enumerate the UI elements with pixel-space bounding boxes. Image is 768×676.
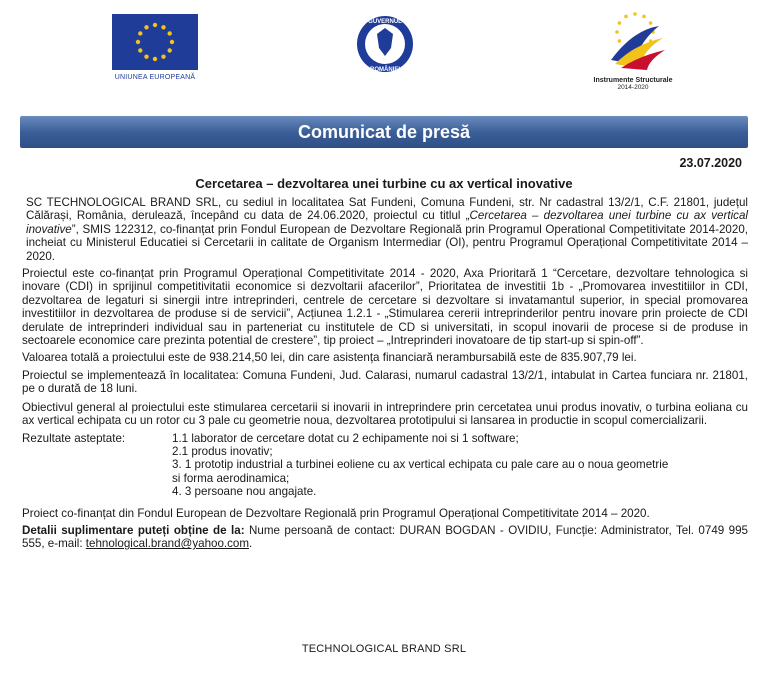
star-icon (615, 30, 619, 34)
document-body (22, 196, 748, 555)
result-item: 4. 3 persoane nou angajate. (172, 485, 317, 499)
project-title-italic: Cercetarea – dezvoltarea unei turbine cu ax vertical inovative (26, 209, 748, 236)
logos-header (0, 0, 768, 108)
star-icon (136, 40, 140, 44)
contact-text-end: . (249, 537, 253, 551)
eu-stars-icon (112, 14, 198, 70)
paragraph-objective: Obiectivul general al proiectului este stimularea cercetarii si inovarii in intreprindere prin cercetatea unui produs inovativ, o turbina eoliana cu ax vertical echipata cu un rotor cu 3 pale cu geometrie noua, dezvoltarea prototipului si lansarea in productie in scopul comercializarii. (22, 400, 748, 428)
release-date: 23.07.2020 (679, 156, 742, 170)
result-item: 1.1 laborator de cercetare dotat cu 2 echipamente noi si 1 software; (172, 431, 519, 445)
star-icon (161, 25, 165, 29)
star-icon (153, 23, 157, 27)
star-icon (618, 39, 622, 43)
results-list (172, 432, 748, 499)
star-icon (170, 40, 174, 44)
gov-text-top: GUVERNUL (368, 19, 402, 25)
instrumente-structurale-logo (578, 10, 688, 91)
press-release-banner (20, 116, 748, 148)
document-title: Cercetarea – dezvoltarea unei turbine cu ax vertical inovative (195, 176, 573, 191)
star-icon (138, 31, 142, 35)
eu-logo (112, 14, 198, 81)
paragraph-cofinanced-note: Proiect co-finanțat din Fondul European de Dezvoltare Regională prin Programul Operațional Competitivitate 2014 – 2020. (22, 506, 650, 520)
star-icon (624, 15, 628, 19)
star-icon (633, 12, 637, 16)
star-icon (168, 31, 172, 35)
star-icon (144, 55, 148, 59)
structural-instruments-icon (593, 10, 673, 70)
paragraph-intro (22, 196, 748, 263)
star-icon (618, 21, 622, 25)
romanian-government-logo (355, 14, 415, 74)
intro-text-b: ”, SMIS 122312, co-finanțat prin Fondul European de Dezvoltare Regională prin Programul Operational Competitivitate 2014-2020, incheiat cu Ministerul Educatiei si Cercetarii in calitate de Organism Intermediar (OI), pentru Programul Operațional Competitivitate 2014 – 2020. (26, 222, 748, 263)
paragraph-location: Proiectul se implementează în localitatea: Comuna Fundeni, Jud. Calarasi, numarul cadastral 13/2/1, intabulat in Cartea funciara nr. 21801, pe o durată de 18 luni. (22, 368, 748, 396)
paragraph-cofinancing: Proiectul este co-finanțat prin Programul Operațional Competitivitate 2014 - 2020, Axa Prioritară 1 “Cercetare, dezvoltare tehnologica si inovare (CDI) in sprijinul competitivitatii economice si dezvoltarii afacerilor”, Prioritatea de investitii 1b - „Promovarea investitiilor in CDI, dezvoltarea de legaturi si sinergii intre intreprinderi, centrele de cercetare si dezvoltare si invatamantul superior, in special promovarea investitiilor in dezvoltarea de produse si de servicii”, Acțiunea 1.2.1 - „Stimularea cererii intreprinderilor pentru inovare prin proiecte de CDI derulate de intreprinderi individual sau in parteneriat cu institutele de CD si universitati, in scopul inovarii de procese si de produse in sectoarele economice care prezinta potential de crestere”, tip proiect – „Intreprinderi inovatoare de tip start-up si spin-off”. (22, 267, 748, 348)
footer-company: TECHNOLOGICAL BRAND SRL (301, 643, 467, 655)
paragraph-value: Valoarea totală a proiectului este de 938.214,50 lei, din care asistența financiară nerambursabilă este de 835.907,79 lei. (22, 351, 637, 365)
expected-results (22, 432, 748, 499)
star-icon (144, 25, 148, 29)
star-icon (153, 57, 157, 61)
star-icon (649, 21, 653, 25)
eu-flag-icon (112, 14, 198, 70)
result-item-continued: si forma aerodinamica; (172, 471, 290, 485)
intro-text-a: SC TECHNOLOGICAL BRAND SRL, cu sediul in localitatea Sat Fundeni, Comuna Fundeni, str. Nr cadastral 13/2/1, C.F. 21801, județul Călărași, România, derulează, începând cu data de 24.06.2020, proiectul cu titlul „ (26, 196, 748, 223)
star-icon (138, 48, 142, 52)
results-label: Rezultate asteptate: (22, 431, 126, 445)
result-item: 3. 1 prototip industrial a turbinei eoliene cu ax vertical echipata cu pale care au o noua geometrie (172, 458, 669, 472)
star-icon (168, 48, 172, 52)
is-caption-1: Instrumente Structurale (593, 77, 673, 84)
eu-caption: UNIUNEA EUROPEANĂ (114, 74, 196, 81)
result-item: 2.1 produs inovativ; (172, 444, 273, 458)
contact-email-link[interactable]: tehnological.brand@yahoo.com (85, 537, 250, 551)
contact-label: Detalii suplimentare puteți obține de la: (22, 523, 245, 537)
contact-text: Nume persoană de contact: DURAN BOGDAN - OVIDIU, Funcție: Administrator, Tel. 0749 995 555, e-mail: (22, 523, 749, 551)
banner-title: Comunicat de presă (297, 122, 471, 142)
paragraph-contact (22, 524, 748, 551)
gov-text-bottom: ROMÂNIEI (370, 67, 400, 73)
star-icon (642, 15, 646, 19)
is-caption-2: 2014-2020 (617, 84, 649, 91)
star-icon (161, 55, 165, 59)
